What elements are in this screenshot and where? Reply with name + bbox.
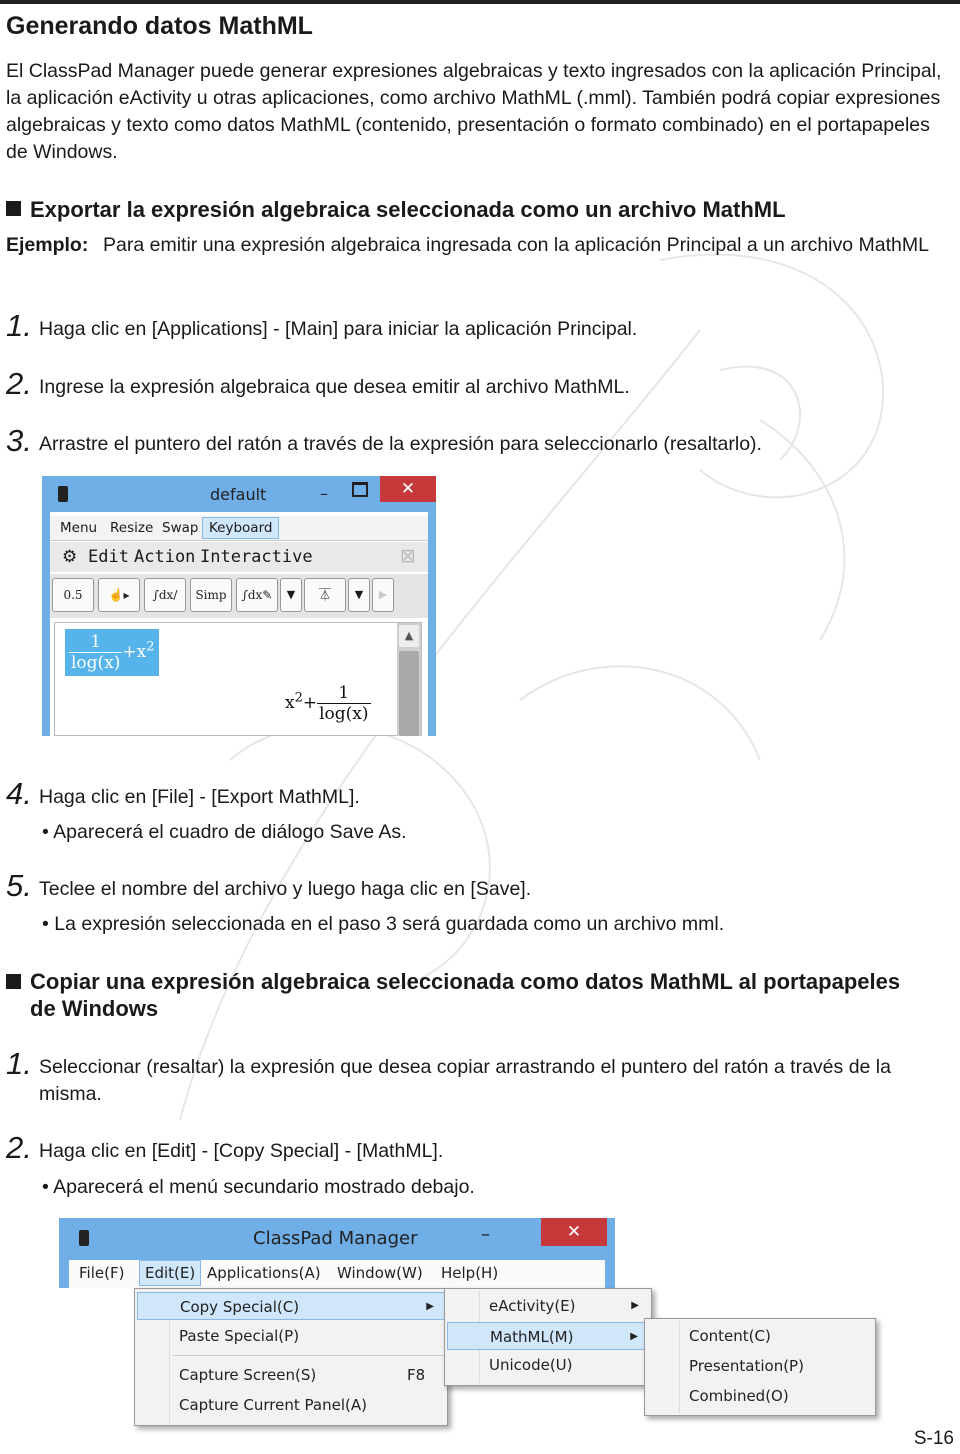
menu-item-keyboard[interactable]: Keyboard <box>202 517 279 539</box>
menu-item-label: Capture Current Panel(A) <box>179 1396 367 1414</box>
square-bullet-icon <box>6 201 21 216</box>
classpad-main-window-screenshot <box>42 476 436 736</box>
step-text: Teclee el nombre del archivo y luego haga clic en [Save]. <box>39 878 532 900</box>
scroll-thumb[interactable] <box>399 651 419 736</box>
scroll-up-button[interactable]: ▲ <box>399 625 419 647</box>
section-heading-text: Copiar una expresión algebraica seleccionada como datos MathML al portapapeles de Windows <box>30 969 901 1021</box>
fraction <box>69 632 122 673</box>
menu-bar <box>69 1260 605 1288</box>
menu-item-resize[interactable]: Resize <box>110 520 154 536</box>
step-text: Arrastre el puntero del ratón a través de la expresión para seleccionarlo (resaltarlo). <box>39 433 762 455</box>
mathml-submenu <box>644 1318 876 1416</box>
menu-item-eactivity[interactable] <box>447 1292 649 1320</box>
plus-sign: + <box>302 693 318 713</box>
menu-help[interactable]: Help(H) <box>441 1264 499 1282</box>
step-text: Haga clic en [File] - [Export MathML]. <box>39 786 360 808</box>
menu-item-presentation[interactable] <box>647 1352 873 1380</box>
simp-button[interactable]: Simp <box>190 578 232 612</box>
step-text: Ingrese la expresión algebraica que desea emitir al archivo MathML. <box>39 376 630 398</box>
step-number: 4. <box>6 776 32 811</box>
integral-edit-button[interactable]: ∫dx✎ <box>236 578 278 612</box>
window-title: default <box>210 485 267 504</box>
calculator-icon <box>79 1230 89 1246</box>
section-heading-text: Exportar la expresión algebraica seleccionada como un archivo MathML <box>30 197 786 222</box>
fraction <box>317 683 370 724</box>
gear-icon[interactable]: ⚙ <box>62 547 78 567</box>
submenu-arrow-icon: ▶ <box>426 1301 434 1312</box>
example-text: Para emitir una expresión algebraica ingresada con la aplicación Principal a un archivo MathML <box>103 234 929 256</box>
bullet-note: • Aparecerá el menú secundario mostrado debajo. <box>42 1176 475 1198</box>
scroll-right-button[interactable]: ▶ <box>372 578 394 612</box>
graph-button[interactable]: ⏄ <box>304 578 346 612</box>
menu-item-unicode[interactable] <box>447 1351 649 1379</box>
menu-window[interactable]: Window(W) <box>337 1264 423 1282</box>
menu-item-paste-special[interactable] <box>137 1322 445 1350</box>
menu-item-label: MathML(M) <box>490 1328 574 1346</box>
window-title: ClassPad Manager <box>253 1228 418 1249</box>
menu-item-label: Presentation(P) <box>689 1357 804 1375</box>
menu-action[interactable]: Action <box>134 547 196 567</box>
menu-interactive[interactable]: Interactive <box>200 547 313 567</box>
step-number: 1. <box>6 1046 32 1081</box>
dropdown-arrow-button[interactable]: ▼ <box>280 578 302 612</box>
menu-item-label: Content(C) <box>689 1327 771 1345</box>
step-text: Haga clic en [Applications] - [Main] para iniciar la aplicación Principal. <box>39 318 638 340</box>
section-heading-copy <box>6 968 906 1022</box>
step-number: 5. <box>6 868 32 903</box>
menu-item-label: Combined(O) <box>689 1387 789 1405</box>
minimize-button[interactable]: – <box>320 484 328 503</box>
copy-special-submenu <box>444 1288 652 1386</box>
pointer-button[interactable]: ☝▸ <box>98 578 140 612</box>
selected-expression[interactable] <box>65 629 159 676</box>
toolbar <box>50 574 428 618</box>
menu-item-copy-special[interactable] <box>137 1292 445 1320</box>
menu-item-swap[interactable]: Swap <box>162 520 199 536</box>
work-area <box>54 622 422 736</box>
exponent: 2 <box>294 690 303 706</box>
menu-separator <box>173 1355 445 1356</box>
menu-applications[interactable]: Applications(A) <box>207 1264 321 1282</box>
page-title: Generando datos MathML <box>6 12 313 40</box>
dropdown-arrow-button[interactable]: ▼ <box>348 578 370 612</box>
shortcut-label: F8 <box>407 1366 426 1384</box>
example-label: Ejemplo: <box>6 234 89 256</box>
window-client <box>50 512 428 736</box>
app-menu-bar <box>50 542 428 572</box>
expression-head: x <box>285 693 295 713</box>
menu-item-capture-screen[interactable] <box>137 1361 445 1389</box>
step-text: Seleccionar (resaltar) la expresión que desea copiar arrastrando el puntero del ratón a través de la misma. <box>39 1056 891 1105</box>
menu-item-label: Unicode(U) <box>489 1356 573 1374</box>
menu-item-label: Paste Special(P) <box>179 1327 300 1345</box>
close-button[interactable]: ✕ <box>380 476 436 502</box>
submenu-arrow-icon: ▶ <box>630 1331 638 1342</box>
step-number: 2. <box>6 1130 32 1165</box>
menu-item-label: Capture Screen(S) <box>179 1366 317 1384</box>
example <box>6 232 946 259</box>
denominator: log(x) <box>319 704 369 724</box>
exponent: 2 <box>146 639 155 655</box>
submenu-arrow-icon: ▶ <box>631 1300 639 1311</box>
close-button[interactable]: ✕ <box>541 1218 607 1246</box>
menu-item-menu[interactable]: Menu <box>60 520 98 536</box>
vertical-scrollbar[interactable] <box>397 623 421 736</box>
bullet-note: • Aparecerá el cuadro de diálogo Save As. <box>42 821 407 843</box>
menu-item-label: eActivity(E) <box>489 1297 576 1315</box>
intro-paragraph: El ClassPad Manager puede generar expresiones algebraicas y texto ingresados con la aplicación Principal, la aplicación eActivity u otras aplicaciones, como archivo MathML (.mml). También podrá copiar expresiones algebraicas y texto como datos MathML (contenido, presentación o formato combinado) en el portapapeles de Windows. <box>6 60 942 163</box>
fraction-toggle-button[interactable]: 0.5 <box>52 578 94 612</box>
step-number: 3. <box>6 423 32 458</box>
expression-tail: +x <box>122 642 147 662</box>
denominator: log(x) <box>71 653 121 673</box>
menu-edit[interactable]: Edit <box>88 547 129 567</box>
menu-edit[interactable]: Edit(E) <box>139 1260 201 1286</box>
menu-item-content[interactable] <box>647 1322 873 1350</box>
section-heading-export <box>6 196 786 223</box>
title-bar <box>42 476 436 512</box>
menu-item-mathml[interactable] <box>447 1322 649 1350</box>
step-number: 2. <box>6 366 32 401</box>
numerator: 1 <box>69 632 122 653</box>
step-number: 1. <box>6 308 32 343</box>
page-number: S-16 <box>913 1428 954 1449</box>
close-panel-icon[interactable]: ⊠ <box>400 545 416 567</box>
integral-button[interactable]: ∫dx/ <box>144 578 186 612</box>
maximize-button[interactable] <box>352 482 368 497</box>
result-expression[interactable] <box>285 683 371 724</box>
bullet-note: • La expresión seleccionada en el paso 3 será guardada como un archivo mml. <box>42 913 725 935</box>
square-bullet-icon <box>6 974 21 989</box>
menu-item-combined[interactable] <box>647 1382 873 1410</box>
menu-bar <box>50 516 428 541</box>
classpad-manager-window-screenshot <box>59 1218 615 1288</box>
edit-menu <box>134 1288 448 1426</box>
minimize-button[interactable]: – <box>481 1224 490 1245</box>
menu-item-label: Copy Special(C) <box>180 1298 300 1316</box>
menu-file[interactable]: File(F) <box>79 1264 125 1282</box>
calculator-icon <box>58 486 68 502</box>
step-text: Haga clic en [Edit] - [Copy Special] - [MathML]. <box>39 1140 444 1162</box>
menu-item-capture-current-panel[interactable] <box>137 1391 445 1419</box>
numerator: 1 <box>317 683 370 704</box>
